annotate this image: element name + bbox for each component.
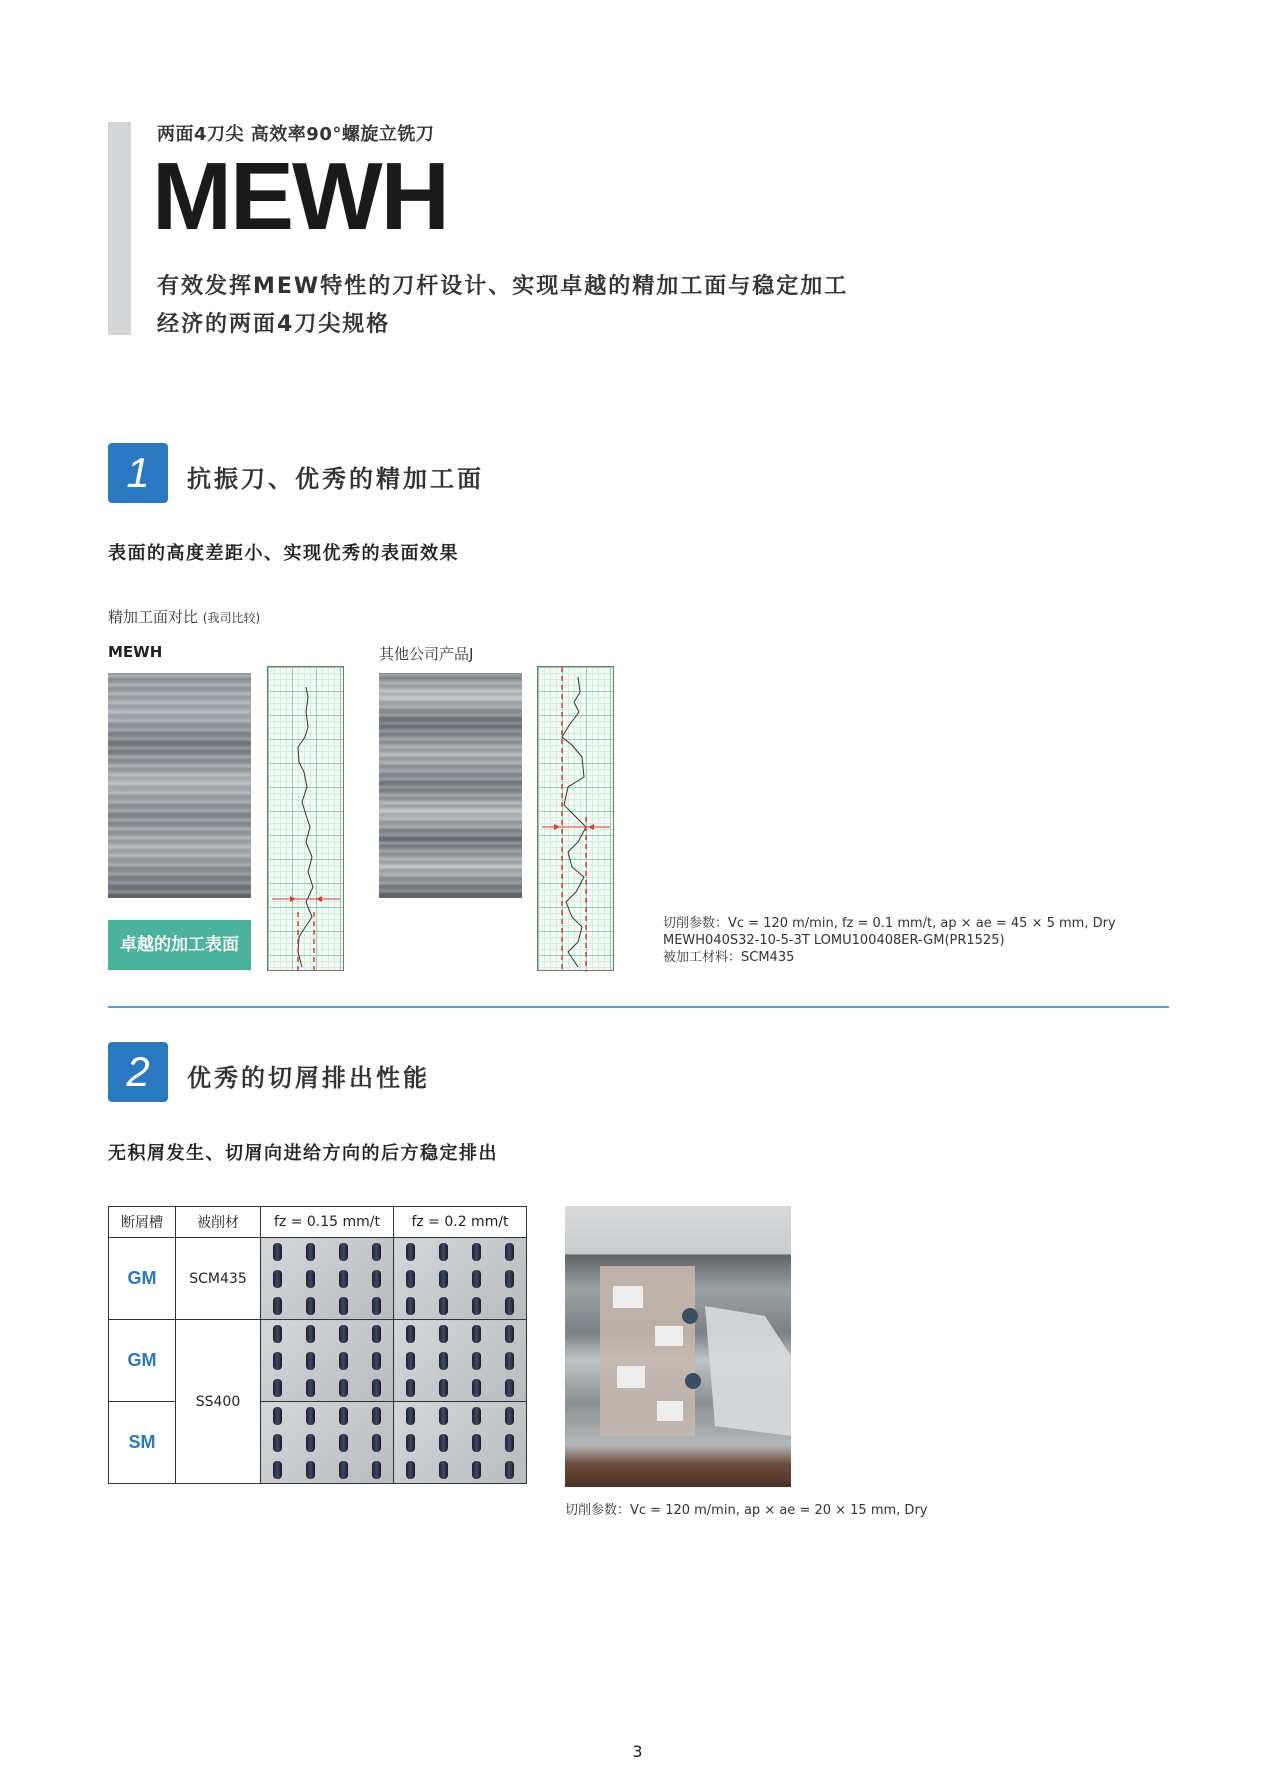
section-1-cutting-conditions: 切削参数：Vc = 120 m/min, fz = 0.1 mm/t, ap × ae = 45 × 5 mm, Dry	[663, 916, 1116, 931]
compare-label	[108, 606, 260, 627]
table-row	[109, 1320, 527, 1402]
competitor-label: 其他公司产品J	[379, 645, 474, 663]
header-description	[157, 268, 848, 344]
header-accent-bar	[108, 122, 131, 335]
competitor-roughness-chart	[537, 666, 614, 971]
header-breaker: 断屑槽	[109, 1207, 176, 1238]
breaker-cell: GM	[109, 1320, 176, 1402]
mewh-label: MEWH	[108, 643, 163, 661]
breaker-cell: GM	[109, 1238, 176, 1320]
section-1-workpiece: 被加工材料：SCM435	[663, 950, 795, 965]
table-row	[109, 1402, 527, 1484]
header-fz-015: fz = 0.15 mm/t	[261, 1207, 394, 1238]
chip-photo	[261, 1238, 394, 1320]
chip-evacuation-table	[108, 1206, 527, 1484]
description-line-2: 经济的两面4刀尖规格	[157, 312, 391, 337]
section-1-subtitle: 表面的高度差距小、实现优秀的表面效果	[108, 543, 459, 564]
section-2-cutting-conditions: 切削参数：Vc = 120 m/min, ap × ae = 20 × 15 mm, Dry	[565, 1503, 928, 1518]
section-1-tool-spec: MEWH040S32-10-5-3T LOMU100408ER-GM(PR1525)	[663, 933, 1005, 948]
mewh-roughness-chart	[267, 666, 344, 971]
competitor-roughness-trace	[538, 667, 615, 972]
chip-photo	[394, 1402, 527, 1484]
chip-photo	[261, 1320, 394, 1402]
section-2-title: 优秀的切屑排出性能	[187, 1064, 430, 1092]
chip-photo	[261, 1402, 394, 1484]
section-1-notes	[663, 915, 1223, 966]
description-line-1: 有效发挥MEW特性的刀杆设计、实现卓越的精加工面与稳定加工	[157, 274, 849, 299]
excellent-surface-badge: 卓越的加工表面	[108, 920, 251, 970]
table-row	[109, 1238, 527, 1320]
section-divider	[108, 1006, 1169, 1008]
header-subtitle: 两面4刀尖 高效率90°螺旋立铣刀	[157, 124, 435, 145]
table-header-row	[109, 1207, 527, 1238]
section-1-number: 1	[108, 443, 168, 503]
breaker-cell: SM	[109, 1402, 176, 1484]
chip-photo	[394, 1238, 527, 1320]
product-title: MEWH	[152, 143, 448, 250]
material-cell: SCM435	[176, 1238, 261, 1320]
section-2-subtitle: 无积屑发生、切屑向进给方向的后方稳定排出	[108, 1143, 498, 1164]
section-2-number: 2	[108, 1042, 168, 1102]
chip-photo	[394, 1320, 527, 1402]
compare-note: (我司比较)	[202, 611, 261, 625]
material-cell: SS400	[176, 1320, 261, 1484]
section-1-title: 抗振刀、优秀的精加工面	[187, 465, 484, 493]
header-fz-02: fz = 0.2 mm/t	[394, 1207, 527, 1238]
header-material: 被削材	[176, 1207, 261, 1238]
page-number: 3	[632, 1742, 643, 1761]
competitor-surface-photo	[379, 673, 522, 898]
mewh-roughness-trace	[268, 667, 345, 972]
cutter-illustration	[565, 1206, 791, 1487]
mewh-surface-photo	[108, 673, 251, 898]
machining-photo	[565, 1206, 791, 1487]
compare-label-text: 精加工面对比	[108, 608, 199, 626]
